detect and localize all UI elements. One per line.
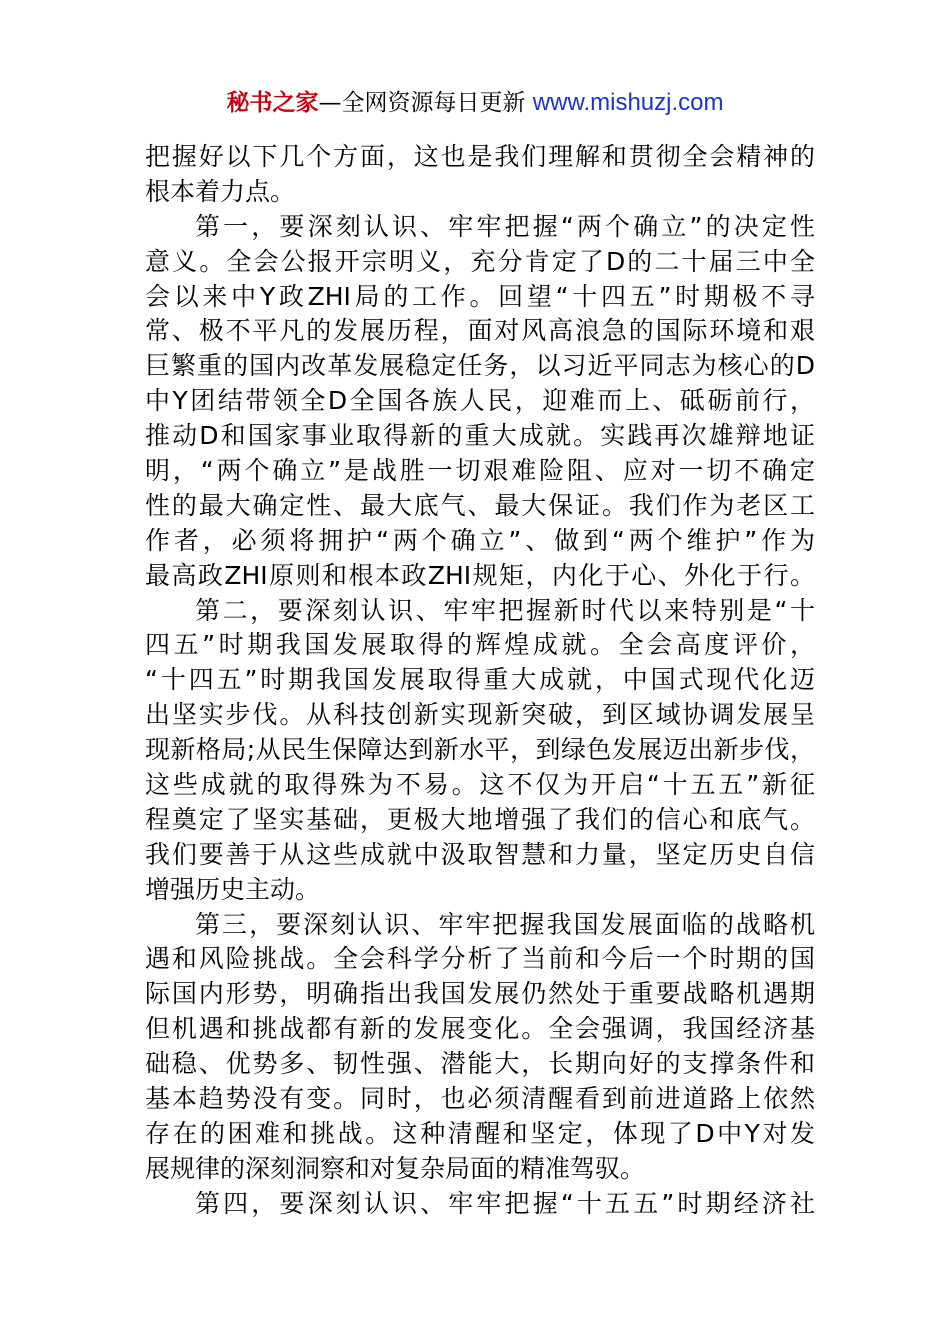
text-line: 把握好以下几个方面，这也是我们理解和贯彻全会精神的 [145, 142, 815, 171]
text-line: 常、极不平凡的发展历程，面对风高浪急的国际环境和艰 [145, 316, 815, 346]
text-line: 际国内形势，明确指出我国发展仍然处于重要战略机遇期 [145, 979, 815, 1009]
text-line: 出坚实步伐。从科技创新实现新突破，到区域协调发展呈 [145, 700, 815, 730]
text-line: 明，“两个确立”是战胜一切艰难险阻、应对一切不确定 [145, 456, 815, 486]
text-line: 根本着力点。 [145, 176, 296, 206]
text-line: 四五”时期我国发展取得的辉煌成就。全会高度评价， [145, 630, 815, 660]
text-line: 推动D和国家事业取得新的重大成就。实践再次雄辩地证 [145, 421, 815, 451]
page-header [0, 86, 950, 120]
paragraph-first-line: 第一，要深刻认识、牢牢把握“两个确立”的决定性 [195, 211, 815, 241]
paragraph-first-line: 第二，要深刻认识、牢牢把握新时代以来特别是“十 [195, 595, 815, 625]
text-line: 程奠定了坚实基础，更极大地增强了我们的信心和底气。 [145, 804, 815, 834]
text-line: 作者，必须将拥护“两个确立”、做到“两个维护”作为 [145, 525, 815, 555]
site-slogan: —全网资源每日更新 [318, 90, 526, 116]
text-line: 增强历史主动。 [145, 874, 321, 904]
text-line: 但机遇和挑战都有新的发展变化。全会强调，我国经济基 [145, 1014, 815, 1044]
text-line: 中Y团结带领全D全国各族人民，迎难而上、砥砺前行， [145, 386, 815, 416]
text-line: 会以来中Y政ZHI局的工作。回望“十四五”时期极不寻 [145, 281, 815, 311]
text-line: 意义。全会公报开宗明义，充分肯定了D的二十届三中全 [145, 246, 815, 276]
text-line: 础稳、优势多、韧性强、潜能大，长期向好的支撑条件和 [145, 1049, 815, 1079]
paragraph-first-line: 第四，要深刻认识、牢牢把握“十五五”时期经济社 [195, 1188, 815, 1218]
document-body [145, 140, 815, 1222]
text-line: 这些成就的取得殊为不易。这不仅为开启“十五五”新征 [145, 770, 815, 800]
text-line: 巨繁重的国内改革发展稳定任务，以习近平同志为核心的D [145, 351, 815, 381]
text-line: “十四五”时期我国发展取得重大成就，中国式现代化迈 [145, 665, 815, 695]
text-line: 最高政ZHI原则和根本政ZHI规矩，内化于心、外化于行。 [145, 560, 815, 590]
site-brand: 秘书之家 [226, 90, 319, 116]
text-line: 性的最大确定性、最大底气、最大保证。我们作为老区工 [145, 490, 815, 520]
text-line: 我们要善于从这些成就中汲取智慧和力量，坚定历史自信 [145, 839, 815, 869]
text-line: 展规律的深刻洞察和对复杂局面的精准驾驭。 [145, 1153, 646, 1183]
text-line: 存在的困难和挑战。这种清醒和坚定，体现了D中Y对发 [145, 1118, 815, 1148]
text-line: 基本趋势没有变。同时，也必须清醒看到前进道路上依然 [145, 1084, 815, 1114]
text-line: 现新格局;从民生保障达到新水平，到绿色发展迈出新步伐， [145, 735, 815, 765]
paragraph-first-line: 第三，要深刻认识、牢牢把握我国发展面临的战略机 [195, 909, 815, 939]
text-line: 遇和风险挑战。全会科学分析了当前和今后一个时期的国 [145, 944, 815, 974]
site-url-link[interactable]: www.mishuzj.com [532, 89, 724, 116]
